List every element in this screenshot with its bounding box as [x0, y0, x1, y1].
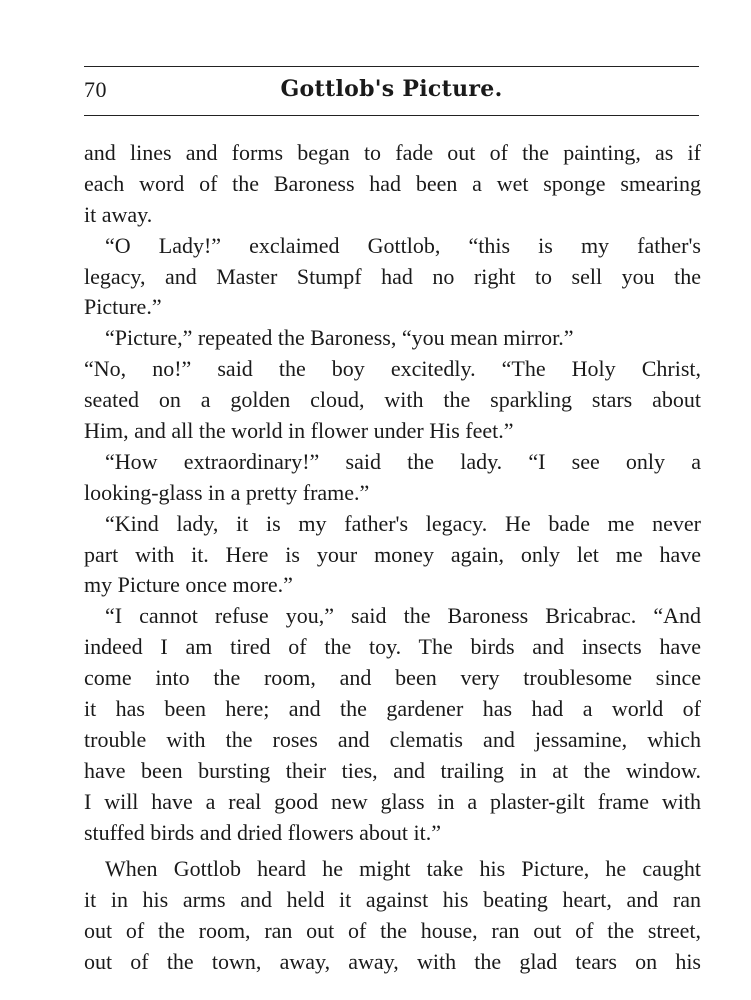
- text-line: stuffed birds and dried flowers about it.”: [84, 819, 442, 845]
- text-line: part with it. Here is your money again, only let me have: [84, 541, 701, 567]
- text-line: it in his arms and held it against his beating heart, and ran: [84, 887, 701, 913]
- text-line: “O Lady!” exclaimed Gottlob, “this is my father's: [105, 232, 701, 258]
- page-number: 70: [84, 77, 107, 102]
- running-title: Gottlob's Picture.: [280, 76, 503, 102]
- header-bottom-rule: [84, 115, 699, 116]
- text-line: and lines and forms began to fade out of the painting, as if: [84, 140, 701, 165]
- body-text: [84, 138, 701, 978]
- text-line: each word of the Baroness had been a wet sponge smearing: [84, 170, 701, 196]
- text-line: “I cannot refuse you,” said the Baroness Bricabrac. “And: [105, 603, 701, 629]
- text-line: looking-glass in a pretty frame.”: [84, 479, 370, 505]
- running-header: [84, 72, 699, 112]
- text-line: legacy, and Master Stumpf had no right to sell you the: [84, 263, 701, 289]
- text-line: Picture.”: [84, 294, 162, 320]
- text-line: When Gottlob heard he might take his Picture, he caught: [105, 856, 701, 882]
- text-line: out of the room, ran out of the house, ran out of the street,: [84, 918, 701, 944]
- text-line: it has been here; and the gardener has had a world of: [84, 696, 701, 722]
- text-line: come into the room, and been very troublesome since: [84, 665, 701, 691]
- text-line: have been bursting their ties, and trailing in at the window.: [84, 757, 701, 783]
- text-line: “Picture,” repeated the Baroness, “you mean mirror.”: [105, 325, 574, 351]
- text-line: my Picture once more.”: [84, 572, 293, 598]
- text-line: “No, no!” said the boy excitedly. “The Holy Christ,: [84, 356, 701, 382]
- text-line: “How extraordinary!” said the lady. “I see only a: [105, 448, 701, 474]
- text-line: Him, and all the world in flower under His feet.”: [84, 418, 514, 444]
- text-line: I will have a real good new glass in a plaster-gilt frame with: [84, 788, 701, 814]
- text-line: indeed I am tired of the toy. The birds and insects have: [84, 634, 701, 660]
- header-top-rule: [84, 66, 699, 67]
- text-line: out of the town, away, away, with the glad tears on his: [84, 949, 701, 975]
- text-line: seated on a golden cloud, with the sparkling stars about: [84, 387, 701, 413]
- text-line: “Kind lady, it is my father's legacy. He bade me never: [105, 510, 701, 536]
- text-line: it away.: [84, 201, 153, 227]
- text-line: trouble with the roses and clematis and jessamine, which: [84, 726, 701, 752]
